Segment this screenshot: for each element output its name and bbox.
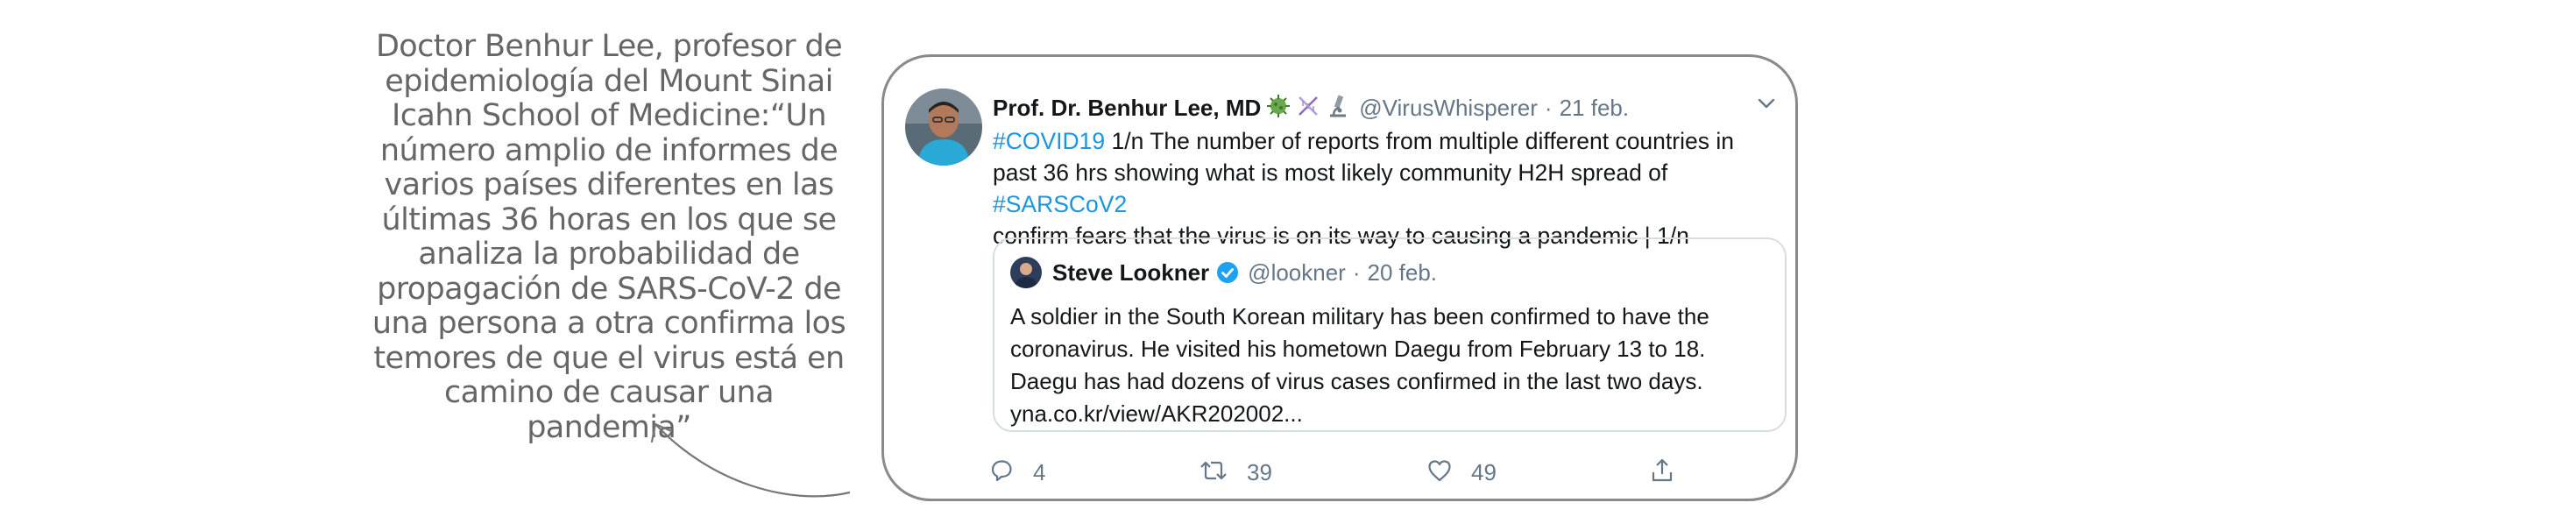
author-handle[interactable]: @VirusWhisperer xyxy=(1359,94,1538,121)
hashtag-link[interactable]: #SARSCoV2 xyxy=(993,191,1128,217)
quote-line: una persona a otra confirma los xyxy=(372,306,846,341)
microscope-icon xyxy=(1326,94,1350,123)
reply-button[interactable] xyxy=(987,455,1045,490)
quoted-tweet[interactable] xyxy=(993,237,1787,432)
quote-line: camino de causar una pandemia” xyxy=(444,375,774,445)
quoted-author-handle[interactable]: @lookner xyxy=(1248,258,1346,286)
tweet-date[interactable]: 21 feb. xyxy=(1559,94,1630,121)
separator-dot: · xyxy=(1352,258,1361,286)
tweet-actions xyxy=(987,455,1688,490)
like-count: 49 xyxy=(1471,458,1497,485)
reply-count: 4 xyxy=(1033,458,1046,485)
heart-icon xyxy=(1426,457,1454,489)
quote-line: temores de que el virus está en xyxy=(373,340,845,376)
quoted-link[interactable]: yna.co.kr/view/AKR202002... xyxy=(1010,400,1303,427)
author-name[interactable]: Prof. Dr. Benhur Lee, MD xyxy=(993,94,1262,121)
quoted-tweet-header xyxy=(1010,255,1437,290)
retweet-button[interactable] xyxy=(1198,455,1272,490)
like-button[interactable] xyxy=(1426,455,1497,490)
tweet-card[interactable] xyxy=(881,54,1798,501)
quoted-text-line: Daegu has had dozens of virus cases confirmed in the last two days. xyxy=(1010,368,1703,394)
quote-line: analiza la probabilidad de xyxy=(418,237,800,272)
separator-dot: · xyxy=(1544,94,1553,121)
quote-line: propagación de SARS-CoV-2 de xyxy=(377,271,841,307)
quoted-avatar[interactable] xyxy=(1010,257,1042,288)
chevron-down-icon[interactable] xyxy=(1755,92,1778,119)
share-button[interactable] xyxy=(1648,455,1676,490)
share-icon xyxy=(1648,457,1676,489)
reply-icon xyxy=(987,457,1016,489)
tweet-text-segment: 1/n The number of reports from multiple different countries in past 36 hrs showing what is most likely community H2H spread of xyxy=(993,128,1734,186)
quote-line: Doctor Benhur Lee, profesor de xyxy=(375,29,843,64)
dna-icon xyxy=(1296,94,1320,123)
quoted-tweet-text xyxy=(1010,301,1764,430)
tweet-header xyxy=(993,90,1629,125)
verified-badge-icon xyxy=(1216,261,1239,284)
quote-line: Icahn School of Medicine:“Un xyxy=(392,98,826,133)
tweet-text-segment: confirm fears that the virus is on its way to causing a pandemic | 1/n xyxy=(993,223,1689,249)
virus-icon xyxy=(1266,94,1291,123)
tweet-text xyxy=(993,125,1764,251)
pull-quote xyxy=(361,30,857,445)
retweet-count: 39 xyxy=(1247,458,1272,485)
quoted-author-name[interactable]: Steve Lookner xyxy=(1052,258,1210,286)
quote-line: últimas 36 horas en los que se xyxy=(381,202,837,237)
avatar[interactable] xyxy=(905,88,982,166)
retweet-icon xyxy=(1198,457,1229,489)
quote-line: epidemiología del Mount Sinai xyxy=(385,63,833,99)
quoted-text-line: A soldier in the South Korean military has been confirmed to have the xyxy=(1010,303,1709,329)
quote-line: número amplio de informes de xyxy=(379,132,839,168)
curved-arrow-icon xyxy=(640,412,867,508)
quoted-text-line: coronavirus. He visited his hometown Daegu from February 13 to 18. xyxy=(1010,336,1706,362)
quoted-tweet-date[interactable]: 20 feb. xyxy=(1367,258,1438,286)
quote-line: varios países diferentes en las xyxy=(384,167,834,202)
hashtag-link[interactable]: #COVID19 xyxy=(993,128,1106,154)
